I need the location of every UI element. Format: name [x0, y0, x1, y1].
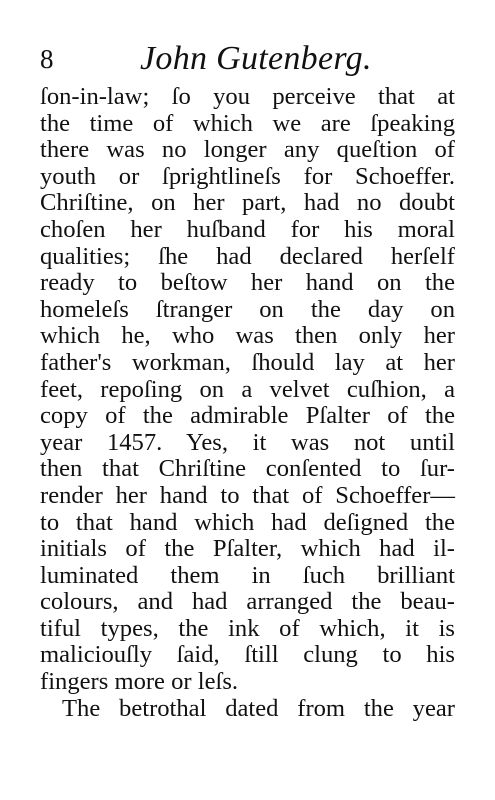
- text-line: qualities; ſhe had declared herſelf: [40, 242, 455, 270]
- text-line: initials of the Pſalter, which had il-: [40, 535, 455, 563]
- text-line: fingers more or leſs.: [40, 668, 239, 696]
- text-line: feet, repoſing on a velvet cuſhion, a: [40, 375, 455, 403]
- running-head: John Gutenberg.: [140, 40, 372, 77]
- text-line: youth or ſprightlineſs for Schoeffer.: [40, 162, 455, 190]
- text-line: father's workman, ſhould lay at her: [40, 348, 455, 376]
- text-line: tiful types, the ink of which, it is: [40, 614, 455, 642]
- text-line: Chriſtine, on her part, had no doubt: [40, 189, 455, 217]
- text-line: there was no longer any queſtion of: [40, 136, 455, 164]
- text-line: to that hand which had deſigned the: [40, 508, 455, 536]
- text-line: copy of the admirable Pſalter of the: [40, 402, 455, 430]
- text-line: ſon-in-law; ſo you perceive that at: [40, 83, 455, 110]
- text-line: homeleſs ſtranger on the day on: [40, 295, 455, 323]
- text-line: the time of which we are ſpeaking: [40, 109, 455, 137]
- text-line-paragraph-start: The betrothal dated from the year: [62, 694, 455, 722]
- body-text: [40, 84, 455, 722]
- page-header: [40, 38, 460, 78]
- text-line: colours, and had arranged the beau-: [40, 588, 455, 616]
- text-line: year 1457. Yes, it was not until: [40, 428, 455, 456]
- text-line: ready to beſtow her hand on the: [40, 269, 455, 297]
- page-number: 8: [40, 44, 54, 74]
- text-line: then that Chriſtine conſented to ſur-: [40, 455, 455, 483]
- text-line: choſen her huſband for his moral: [40, 215, 455, 243]
- text-line: render her hand to that of Schoeffer—: [40, 481, 455, 509]
- text-line: maliciouſly ſaid, ſtill clung to his: [40, 641, 455, 669]
- text-line: luminated them in ſuch brilliant: [40, 561, 455, 589]
- text-line: which he, who was then only her: [40, 322, 455, 350]
